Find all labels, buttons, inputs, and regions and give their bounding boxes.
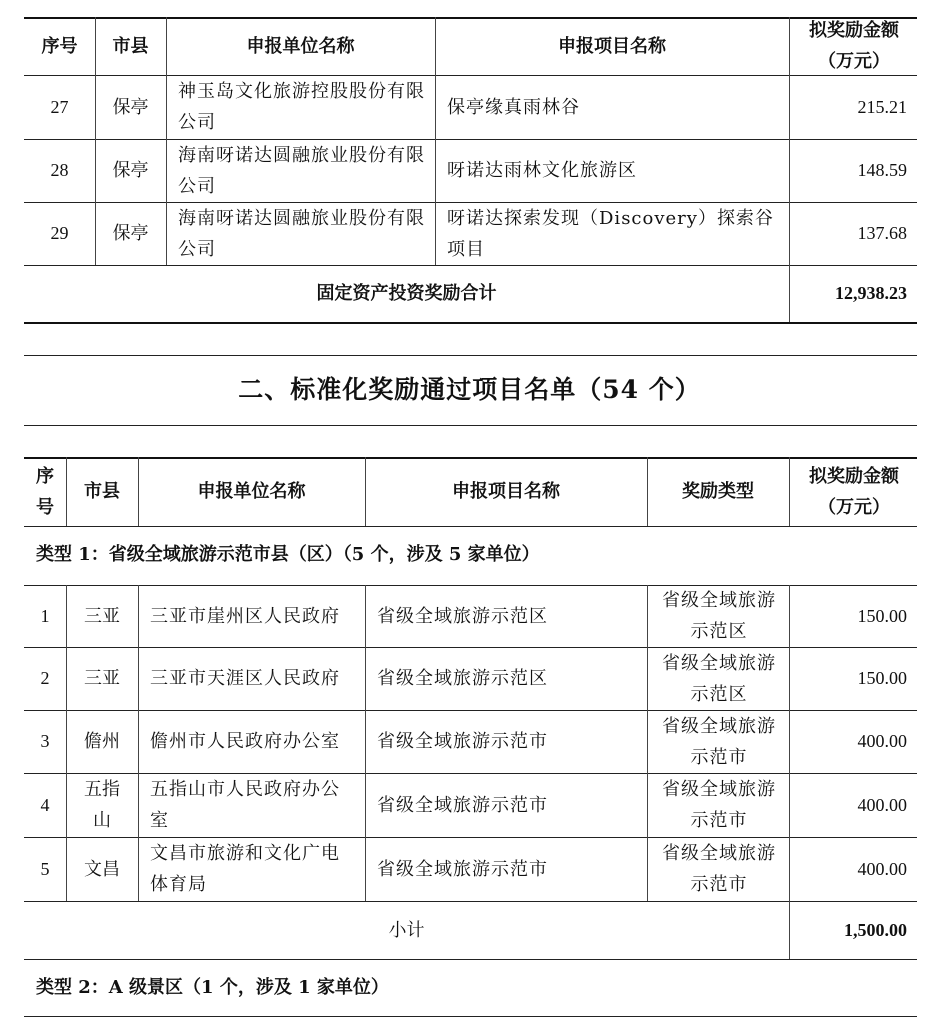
table-row-no: 5 xyxy=(40,858,50,879)
subtotal-label: 小计 xyxy=(388,919,425,941)
table-row-unit: 神玉岛文化旅游控股股份有限公司 xyxy=(178,81,425,133)
col-header-project: 申报项目名称 xyxy=(452,481,560,502)
table-row-amount: 150.00 xyxy=(857,605,907,626)
table-row-no: 29 xyxy=(50,223,69,243)
table-row-project: 省级全域旅游示范市 xyxy=(377,858,548,880)
table-row-no: 3 xyxy=(40,731,50,751)
table-row-unit: 儋州市人民政府办公室 xyxy=(150,731,340,752)
col-header-project: 申报项目名称 xyxy=(558,35,666,57)
table-row-award-type: 省级全域旅游示范市 xyxy=(662,843,776,895)
col-header-unit: 申报单位名称 xyxy=(246,35,355,57)
subtotal-value: 1,500.00 xyxy=(844,919,907,940)
table-row-amount: 150.00 xyxy=(857,668,907,688)
table-row-amount: 400.00 xyxy=(857,794,907,815)
table-row-no: 28 xyxy=(50,160,69,180)
table-row-unit: 文昌市旅游和文化广电体育局 xyxy=(150,843,340,895)
table-row-city: 保亭 xyxy=(112,223,149,244)
table-row-unit: 海南呀诺达圆融旅业股份有限公司 xyxy=(178,144,425,197)
total-value: 12,938.23 xyxy=(835,283,907,303)
table-row-amount: 215.21 xyxy=(857,96,907,117)
table-row-no: 1 xyxy=(40,605,50,626)
table-row-project: 省级全域旅游示范区 xyxy=(377,668,548,689)
table-row-amount: 400.00 xyxy=(857,731,907,751)
col-header-award-type: 奖励类型 xyxy=(682,481,754,502)
table-row-unit: 海南呀诺达圆融旅业股份有限公司 xyxy=(178,207,425,260)
col-header-unit: 申报单位名称 xyxy=(197,481,306,502)
table-row-city: 儋州 xyxy=(84,731,120,752)
table-row-award-type: 省级全域旅游示范市 xyxy=(662,715,776,768)
table-row-project: 省级全域旅游示范市 xyxy=(377,794,548,816)
table-row-city: 三亚 xyxy=(84,605,120,627)
table-row-city: 三亚 xyxy=(84,668,120,689)
table-row-project: 保亭缘真雨林谷 xyxy=(447,96,580,118)
table-row-city: 保亭 xyxy=(112,96,149,118)
section-title: 二、标准化奖励通过项目名单（54 个） xyxy=(238,375,701,404)
table-row-no: 4 xyxy=(40,794,50,815)
table-row-award-type: 省级全域旅游示范市 xyxy=(662,779,776,831)
table-row-project: 省级全域旅游示范区 xyxy=(377,605,548,627)
table-row-city: 保亭 xyxy=(112,160,149,181)
table-row-award-type: 省级全域旅游示范区 xyxy=(662,652,776,705)
table-row-award-type: 省级全域旅游示范区 xyxy=(662,590,776,642)
category-label-type1: 类型 1：省级全域旅游示范市县（区）（5 个，涉及 5 家单位） xyxy=(36,544,540,565)
col-header-no: 序号 xyxy=(36,465,54,518)
table-row-city: 五指山 xyxy=(84,779,120,831)
category-label-type2: 类型 2：A 级景区（1 个，涉及 1 家单位） xyxy=(36,977,389,998)
table-row-no: 27 xyxy=(50,96,69,117)
col-header-city: 市县 xyxy=(112,35,149,57)
table-row-amount: 148.59 xyxy=(857,160,907,180)
table-row-unit: 三亚市崖州区人民政府 xyxy=(150,605,340,627)
table-row-unit: 三亚市天涯区人民政府 xyxy=(150,668,340,689)
table-row-amount: 137.68 xyxy=(857,223,907,243)
table-row-amount: 400.00 xyxy=(857,858,907,879)
table-row-city: 文昌 xyxy=(84,858,120,880)
table-row-project: 呀诺达探索发现（Discovery）探索谷项目 xyxy=(447,207,774,260)
table-row-project: 省级全域旅游示范市 xyxy=(377,731,548,752)
col-header-no: 序号 xyxy=(41,35,78,57)
col-header-amount: 拟奖励金额（万元） xyxy=(809,20,899,72)
total-label: 固定资产投资奖励合计 xyxy=(316,283,497,304)
col-header-amount: 拟奖励金额（万元） xyxy=(809,465,899,518)
col-header-city: 市县 xyxy=(84,481,120,502)
table-row-unit: 五指山市人民政府办公室 xyxy=(150,779,340,831)
table-row-no: 2 xyxy=(40,668,50,688)
table-row-project: 呀诺达雨林文化旅游区 xyxy=(447,160,637,181)
